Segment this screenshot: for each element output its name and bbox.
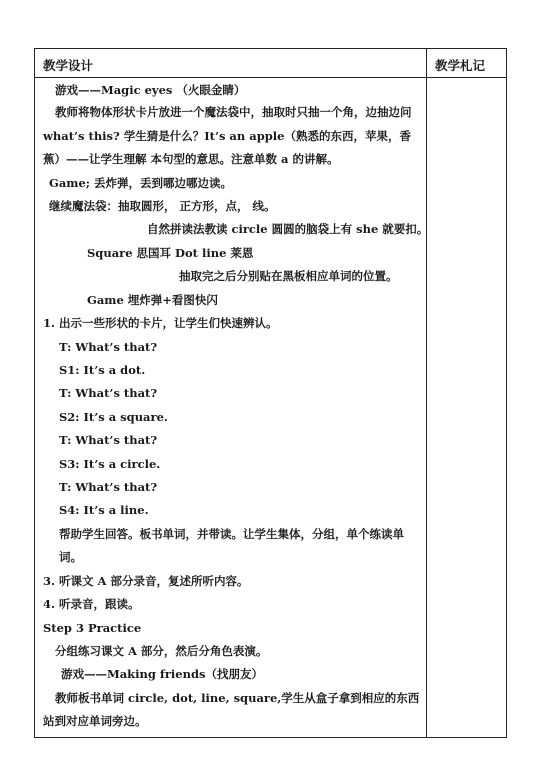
content-line: Game 埋炸弹+看图快闪 bbox=[87, 293, 218, 307]
content-line: T: What’s that? bbox=[59, 433, 158, 447]
content-line: 1. 出示一些形状的卡片，让学生们快速辨认。 bbox=[43, 316, 278, 330]
content-line: 3. 听课文 A 部分录音，复述所听内容。 bbox=[43, 574, 249, 588]
content-line: S2: It’s a square. bbox=[59, 410, 168, 424]
content-line: 词。 bbox=[59, 550, 82, 564]
content-line: S4: It’s a line. bbox=[59, 503, 149, 517]
content-line: T: What’s that? bbox=[59, 386, 158, 400]
content-line: 帮助学生回答。板书单词，并带读。让学生集体，分组，单个练读单 bbox=[59, 527, 404, 541]
content-line: 教师将物体形状卡片放进一个魔法袋中，抽取时只抽一个角，边抽边问 bbox=[55, 105, 412, 119]
content-line: 蕉）——让学生理解 本句型的意思。注意单数 a 的讲解。 bbox=[43, 152, 339, 166]
content-line: 自然拼读法教读 circle 圆圆的脑袋上有 she 就要扣。 bbox=[147, 222, 429, 236]
content-line: 站到对应单词旁边。 bbox=[43, 714, 147, 728]
content-line: Step 3 Practice bbox=[43, 621, 142, 635]
content-line: 继续魔法袋：抽取圆形， 正方形，点， 线。 bbox=[49, 199, 276, 213]
content-line: 分组练习课文 A 部分，然后分角色表演。 bbox=[55, 644, 268, 658]
content-line: 游戏——Magic eyes （火眼金睛） bbox=[55, 83, 246, 97]
content-line: S1: It’s a dot. bbox=[59, 363, 146, 377]
content-line: what’s this? 学生猜是什么？It’s an apple（熟悉的东西，苹果，香 bbox=[43, 129, 411, 143]
content-line: T: What’s that? bbox=[59, 480, 158, 494]
content-line: T: What’s that? bbox=[59, 340, 158, 354]
content-line: 4. 听录音，跟读。 bbox=[43, 597, 140, 611]
content-line: Game; 丢炸弹，丢到哪边哪边读。 bbox=[49, 176, 233, 190]
content-line: Square 思国耳 Dot line 莱恩 bbox=[87, 246, 254, 260]
content-line: S3: It’s a circle. bbox=[59, 457, 161, 471]
teaching-notes-column bbox=[427, 78, 506, 737]
content-line: 抽取完之后分别贴在黑板相应单词的位置。 bbox=[179, 269, 398, 283]
teaching-design-content bbox=[35, 78, 429, 737]
content-line: 教师板书单词 circle, dot, line, square,学生从盒子拿到相应的东西 bbox=[55, 691, 420, 705]
lesson-plan-table bbox=[34, 48, 507, 738]
header-teaching-design: 教学设计 bbox=[43, 58, 94, 73]
content-line: 游戏——Making friends（找朋友） bbox=[61, 667, 263, 681]
header-teaching-notes: 教学札记 bbox=[435, 58, 486, 73]
